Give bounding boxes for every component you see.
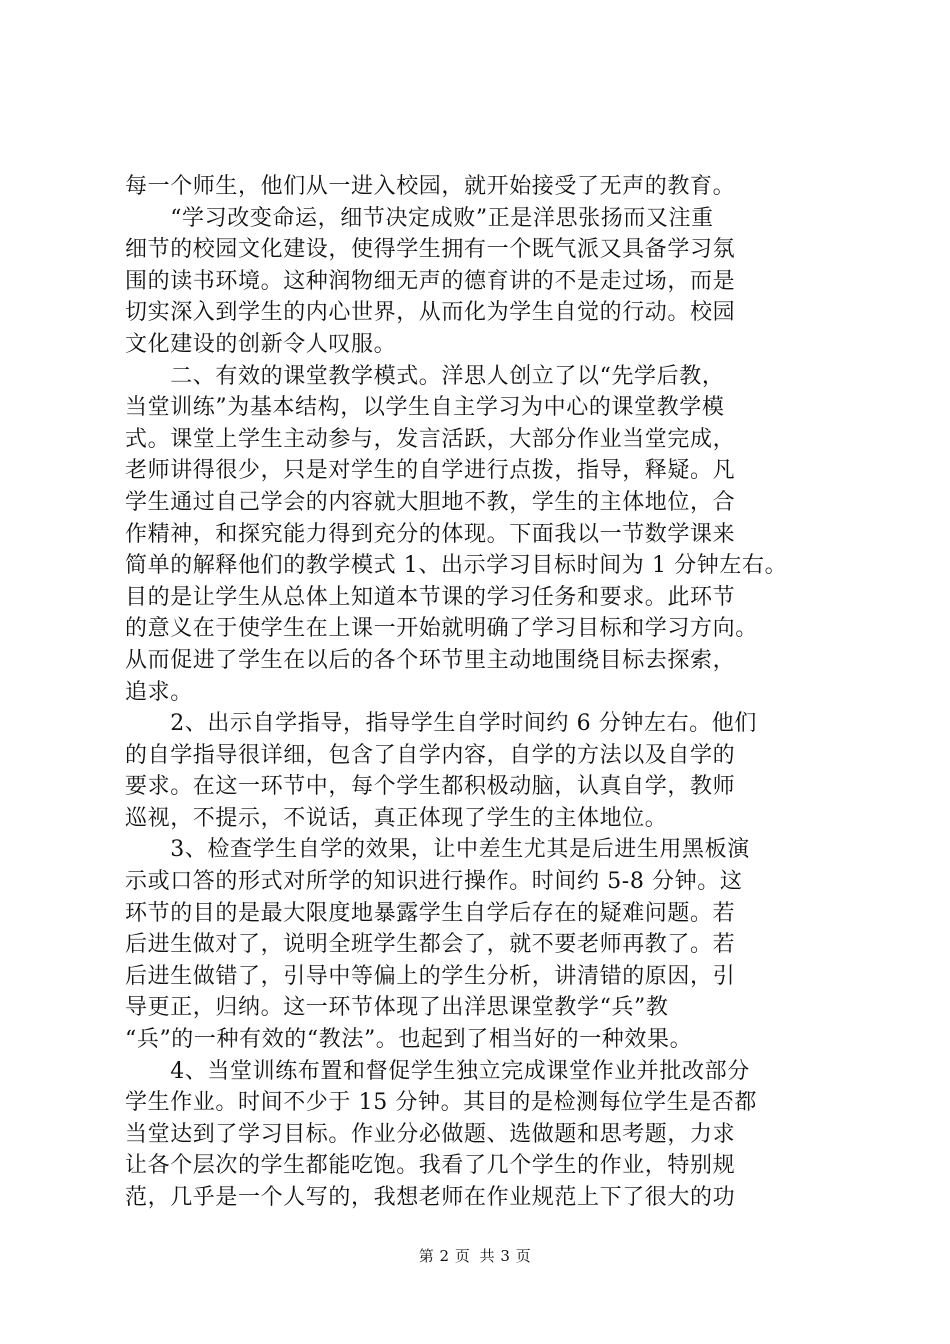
text-line: 环节的目的是最大限度地暴露学生自学后存在的疑难问题。若 xyxy=(125,900,736,926)
text-line: 示或口答的形式对所学的知识进行操作。时间约 5-8 分钟。这 xyxy=(125,869,743,895)
page-number: 第 2 页 xyxy=(418,1247,471,1265)
text-line: 二、有效的课堂教学模式。洋思人创立了以“先学后教， xyxy=(125,363,725,389)
text-line: 细节的校园文化建设，使得学生拥有一个既气派又具备学习氛 xyxy=(125,237,736,263)
text-line: 围的读书环境。这种润物细无声的德育讲的不是走过场，而是 xyxy=(125,268,736,294)
text-line: 老师讲得很少，只是对学生的自学进行点拨，指导，释疑。凡 xyxy=(125,458,736,484)
text-line: 的自学指导很详细，包含了自学内容，自学的方法以及自学的 xyxy=(125,742,736,768)
text-line: 追求。 xyxy=(125,679,193,705)
text-line: 的意义在于使学生在上课一开始就明确了学习目标和学习方向。 xyxy=(125,616,758,642)
text-line: 导更正，归纳。这一环节体现了出洋思课堂教学“兵”教 xyxy=(125,995,669,1021)
text-line: 后进生做错了，引导中等偏上的学生分析，讲清错的原因，引 xyxy=(125,963,736,989)
text-line: 要求。在这一环节中，每个学生都积极动脑，认真自学，教师 xyxy=(125,774,736,800)
text-line: 巡视，不提示，不说话，真正体现了学生的主体地位。 xyxy=(125,805,668,831)
text-line: “学习改变命运，细节决定成败”正是洋思张扬而又注重 xyxy=(125,205,714,231)
text-line: 作精神，和探究能力得到充分的体现。下面我以一节数学课来 xyxy=(125,521,736,547)
text-line: 3、检查学生自学的效果，让中差生尤其是后进生用黑板演 xyxy=(125,837,750,863)
text-line: 学生通过自己学会的内容就大胆地不教，学生的主体地位，合 xyxy=(125,489,736,515)
text-line: 当堂达到了学习目标。作业分必做题、选做题和思考题，力求 xyxy=(125,1121,736,1147)
body-text xyxy=(125,171,837,1214)
text-line: 让各个层次的学生都能吃饱。我看了几个学生的作业，特别规 xyxy=(125,1153,736,1179)
text-line: 简单的解释他们的教学模式 1、出示学习目标时间为 1 分钟左右。 xyxy=(125,553,788,579)
text-line: 从而促进了学生在以后的各个环节里主动地围绕目标去探索， xyxy=(125,647,736,673)
text-line: 切实深入到学生的内心世界，从而化为学生自觉的行动。校园 xyxy=(125,300,736,326)
text-line: 每一个师生，他们从一进入校园，就开始接受了无声的教育。 xyxy=(125,174,736,199)
text-line: 2、出示自学指导，指导学生自学时间约 6 分钟左右。他们 xyxy=(125,711,757,737)
text-line: 文化建设的创新令人叹服。 xyxy=(125,331,397,357)
text-line: 4、当堂训练布置和督促学生独立完成课堂作业并批改部分 xyxy=(125,1058,750,1084)
page-footer xyxy=(0,1245,950,1266)
text-line: 目的是让学生从总体上知道本节课的学习任务和要求。此环节 xyxy=(125,584,736,610)
text-line: 范，几乎是一个人写的，我想老师在作业规范上下了很大的功 xyxy=(125,1185,736,1210)
text-line: 后进生做对了，说明全班学生都会了，就不要老师再教了。若 xyxy=(125,932,736,958)
text-line: 学生作业。时间不少于 15 分钟。其目的是检测每位学生是否都 xyxy=(125,1090,757,1116)
text-line: 式。课堂上学生主动参与，发言活跃，大部分作业当堂完成， xyxy=(125,426,736,452)
text-line: “兵”的一种有效的“教法”。也起到了相当好的一种效果。 xyxy=(125,1027,693,1053)
page-total: 共 3 页 xyxy=(479,1247,532,1265)
text-line: 当堂训练”为基本结构，以学生自主学习为中心的课堂教学模 xyxy=(125,395,725,421)
